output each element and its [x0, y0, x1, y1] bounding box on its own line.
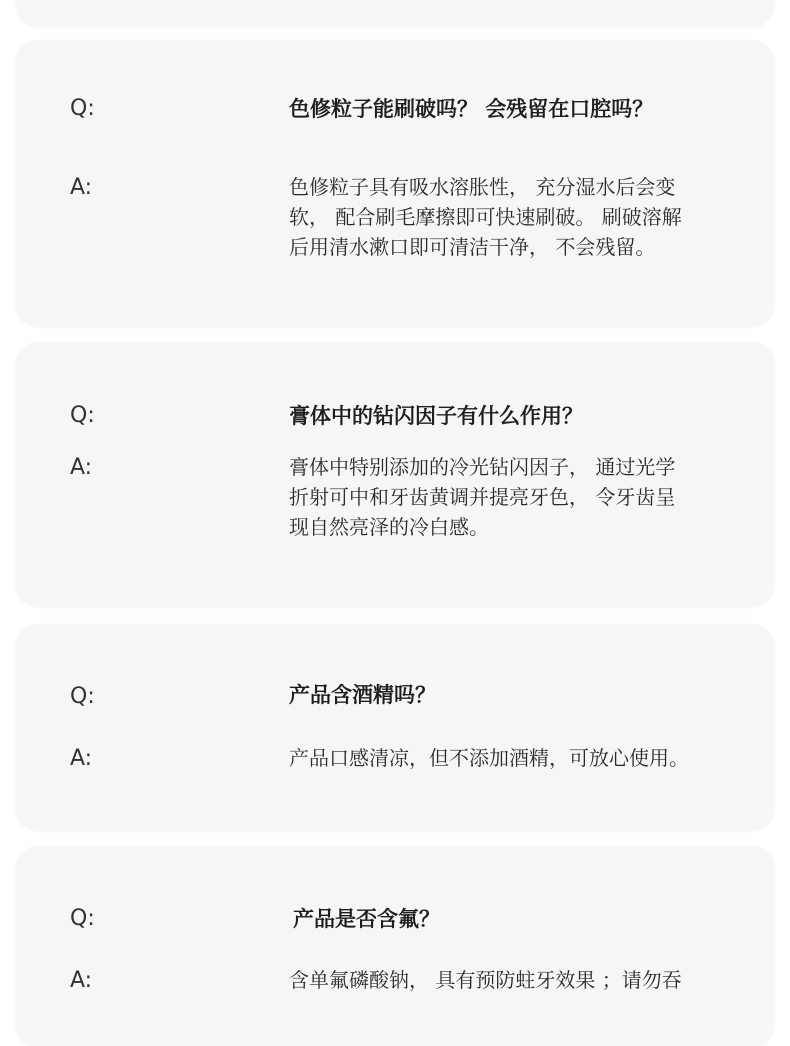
faq-card — [16, 624, 774, 830]
question-label: Q: — [70, 906, 95, 931]
answer-line: 膏体中特别添加的冷光钻闪因子， 通过光学 — [289, 455, 676, 479]
faq-card — [16, 342, 774, 606]
answer-label: A: — [70, 746, 93, 771]
answer-line: 色修粒子具有吸水溶胀性， 充分湿水后会变 — [289, 175, 676, 199]
question-label: Q: — [70, 684, 95, 709]
answer-label: A: — [70, 455, 93, 480]
question-label: Q: — [70, 96, 95, 121]
faq-card — [16, 40, 774, 326]
question-text: 产品含酒精吗？ — [289, 683, 436, 707]
answer-line: 含单氟磷酸钠， 具有预防蛀牙效果 ；请勿吞 — [289, 968, 682, 992]
faq-card — [16, 846, 774, 1046]
answer-line: 折射可中和牙齿黄调并提亮牙色， 令牙齿呈 — [289, 485, 676, 509]
answer-line: 软， 配合刷毛摩擦即可快速刷破。 刷破溶解 — [289, 205, 682, 229]
answer-text — [289, 452, 739, 542]
answer-label: A: — [70, 175, 93, 200]
answer-line: 产品口感清凉，但不添加酒精，可放心使用。 — [289, 746, 689, 770]
answer-line: 现自然亮泽的冷白感。 — [289, 515, 489, 539]
question-text: 产品是否含氟？ — [293, 907, 440, 931]
question-label: Q: — [70, 403, 95, 428]
answer-line: 后用清水漱口即可清洁干净， 不会残留。 — [289, 235, 656, 259]
answer-text — [289, 965, 739, 995]
answer-text — [289, 172, 739, 262]
question-text: 膏体中的钻闪因子有什么作用？ — [289, 404, 583, 428]
faq-card-previous — [16, 0, 774, 26]
question-text: 色修粒子能刷破吗？ 会残留在口腔吗？ — [289, 97, 654, 121]
answer-label: A: — [70, 968, 93, 993]
answer-text — [289, 743, 739, 773]
